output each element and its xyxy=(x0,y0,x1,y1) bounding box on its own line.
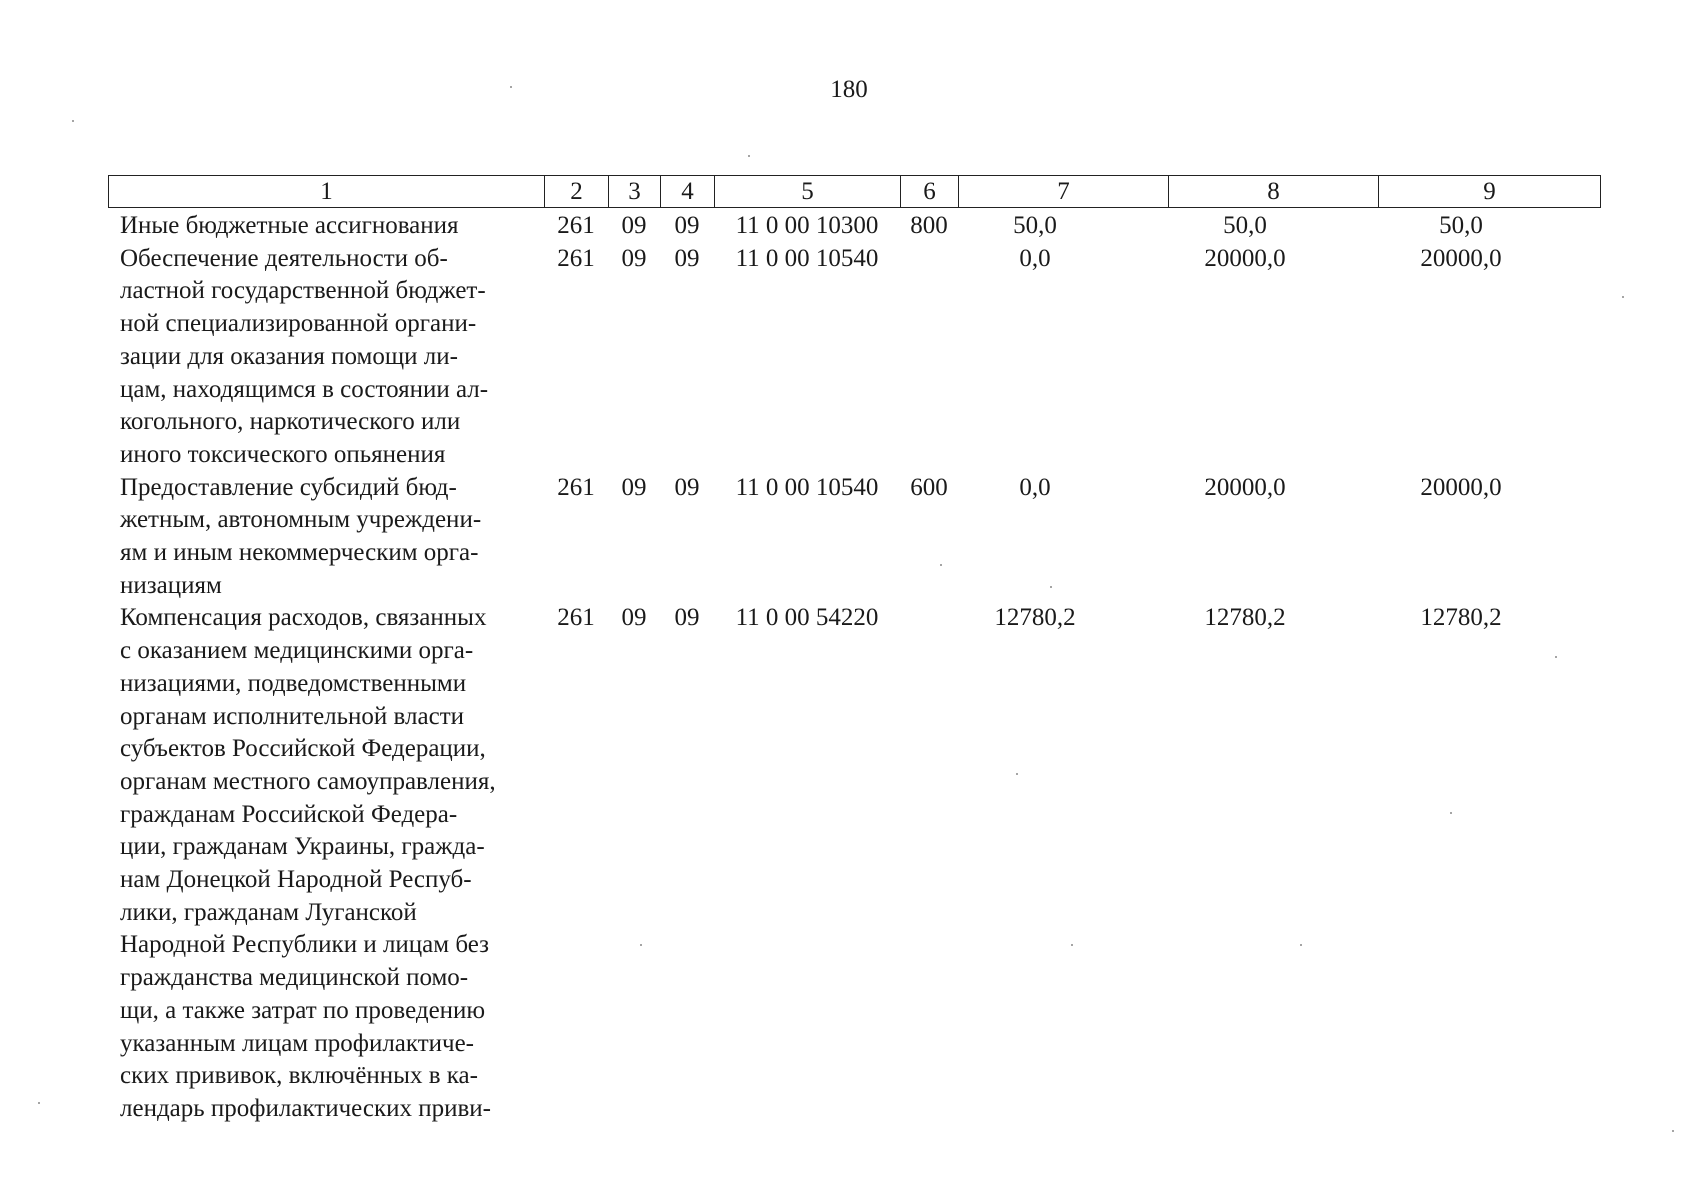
row-title-line: ластной государственной бюджет- xyxy=(120,277,486,305)
column-number-header xyxy=(108,175,1601,208)
header-cell: 5 xyxy=(715,176,901,208)
scan-speck xyxy=(1016,773,1018,775)
budget-table xyxy=(108,210,1600,1126)
cell-amount-year-3: 50,0 xyxy=(1439,212,1483,239)
row-title-line: нам Донецкой Народной Респуб- xyxy=(120,866,472,894)
row-title-line: щи, а также затрат по проведению xyxy=(120,996,486,1024)
cell-amount-year-2: 20000,0 xyxy=(1204,244,1286,272)
cell-amount-year-3: 12780,2 xyxy=(1420,604,1502,632)
table-row xyxy=(108,472,1600,603)
scan-speck xyxy=(1450,812,1452,814)
scan-speck xyxy=(940,564,942,566)
cell-subsection: 09 xyxy=(674,473,700,501)
row-title-line: органам местного самоуправления, xyxy=(120,767,496,795)
cell-subsection: 09 xyxy=(674,244,700,272)
header-cell: 1 xyxy=(109,176,545,208)
scan-speck xyxy=(640,944,642,946)
cell-amount-year-1: 0,0 xyxy=(1019,473,1051,501)
row-title-line: низациями, подведомственными xyxy=(120,669,467,697)
scan-speck xyxy=(1555,656,1557,658)
row-title-line: ям и иным некоммерческим орга- xyxy=(120,539,479,567)
row-title-line: органам исполнительной власти xyxy=(120,702,465,730)
cell-target-article: 11 0 00 10300 xyxy=(735,212,879,239)
header-cell: 9 xyxy=(1379,176,1601,208)
row-title-line: Компенсация расходов, связанных xyxy=(120,604,487,632)
row-title-line: ских прививок, включённых в ка- xyxy=(120,1062,478,1090)
cell-amount-year-2: 50,0 xyxy=(1223,212,1267,239)
cell-expense-type: 800 xyxy=(910,212,948,239)
cell-target-article: 11 0 00 10540 xyxy=(735,244,879,272)
header-cell: 7 xyxy=(959,176,1169,208)
row-title-line: Народной Республики и лицам без xyxy=(120,931,490,959)
scan-speck xyxy=(1300,944,1302,946)
cell-ministry-code: 261 xyxy=(557,212,595,239)
cell-section: 09 xyxy=(621,604,647,632)
cell-subsection: 09 xyxy=(674,212,700,239)
cell-amount-year-3: 20000,0 xyxy=(1420,244,1502,272)
cell-section: 09 xyxy=(621,473,647,501)
row-title-line: когольного, наркотического или xyxy=(120,408,461,436)
row-title-line: гражданства медицинской помо- xyxy=(120,964,469,992)
table-row xyxy=(108,210,1600,243)
cell-expense-type: 600 xyxy=(910,473,948,501)
row-title-line: Иные бюджетные ассигнования xyxy=(120,212,459,239)
row-title-line: Предоставление субсидий бюд- xyxy=(120,473,457,501)
row-title-line: лики, гражданам Луганской xyxy=(120,898,417,926)
header-cell: 3 xyxy=(609,176,661,208)
cell-section: 09 xyxy=(621,244,647,272)
header-cell: 4 xyxy=(661,176,715,208)
scan-speck xyxy=(510,86,512,88)
scan-speck xyxy=(38,1102,40,1104)
scan-speck xyxy=(1071,944,1073,946)
row-title-line: ции, гражданам Украины, гражда- xyxy=(120,833,485,861)
cell-subsection: 09 xyxy=(674,604,700,632)
cell-amount-year-3: 20000,0 xyxy=(1420,473,1502,501)
row-title xyxy=(108,602,544,1125)
scan-speck xyxy=(1622,296,1624,298)
scan-speck xyxy=(748,155,750,157)
cell-target-article: 11 0 00 10540 xyxy=(735,473,879,501)
row-title-line: низациям xyxy=(120,571,222,599)
row-title-line: субъектов Российской Федерации, xyxy=(120,735,486,763)
row-title-line: Обеспечение деятельности об- xyxy=(120,244,448,272)
cell-amount-year-1: 12780,2 xyxy=(994,604,1076,632)
table-row xyxy=(108,243,1600,472)
cell-amount-year-1: 50,0 xyxy=(1013,212,1057,239)
page-number: 180 xyxy=(830,76,868,103)
cell-expense-type xyxy=(900,243,958,472)
cell-ministry-code: 261 xyxy=(557,244,595,272)
scan-speck xyxy=(1672,1130,1674,1132)
row-title-line: жетным, автономным учреждени- xyxy=(120,506,482,534)
cell-amount-year-2: 20000,0 xyxy=(1204,473,1286,501)
scan-speck xyxy=(72,120,74,122)
row-title-line: гражданам Российской Федера- xyxy=(120,800,458,828)
row-title-line: иного токсического опьянения xyxy=(120,440,446,468)
scan-speck xyxy=(1050,586,1052,588)
table-row xyxy=(108,602,1600,1125)
cell-ministry-code: 261 xyxy=(557,604,595,632)
header-cell: 8 xyxy=(1169,176,1379,208)
row-title-line: ной специализированной органи- xyxy=(120,310,477,338)
cell-amount-year-2: 12780,2 xyxy=(1204,604,1286,632)
row-title xyxy=(108,472,544,603)
cell-amount-year-1: 0,0 xyxy=(1019,244,1051,272)
cell-target-article: 11 0 00 54220 xyxy=(735,604,879,632)
row-title xyxy=(108,243,544,472)
header-row xyxy=(109,176,1601,208)
row-title xyxy=(108,210,544,243)
row-title-line: с оказанием медицинскими орга- xyxy=(120,637,474,665)
row-title-line: указанным лицам профилактиче- xyxy=(120,1029,475,1057)
row-title-line: зации для оказания помощи ли- xyxy=(120,342,458,370)
cell-expense-type xyxy=(900,602,958,1125)
cell-section: 09 xyxy=(621,212,647,239)
header-cell: 6 xyxy=(901,176,959,208)
row-title-line: лендарь профилактических приви- xyxy=(120,1094,491,1122)
cell-ministry-code: 261 xyxy=(557,473,595,501)
row-title-line: цам, находящимся в состоянии ал- xyxy=(120,375,489,403)
header-cell: 2 xyxy=(545,176,609,208)
